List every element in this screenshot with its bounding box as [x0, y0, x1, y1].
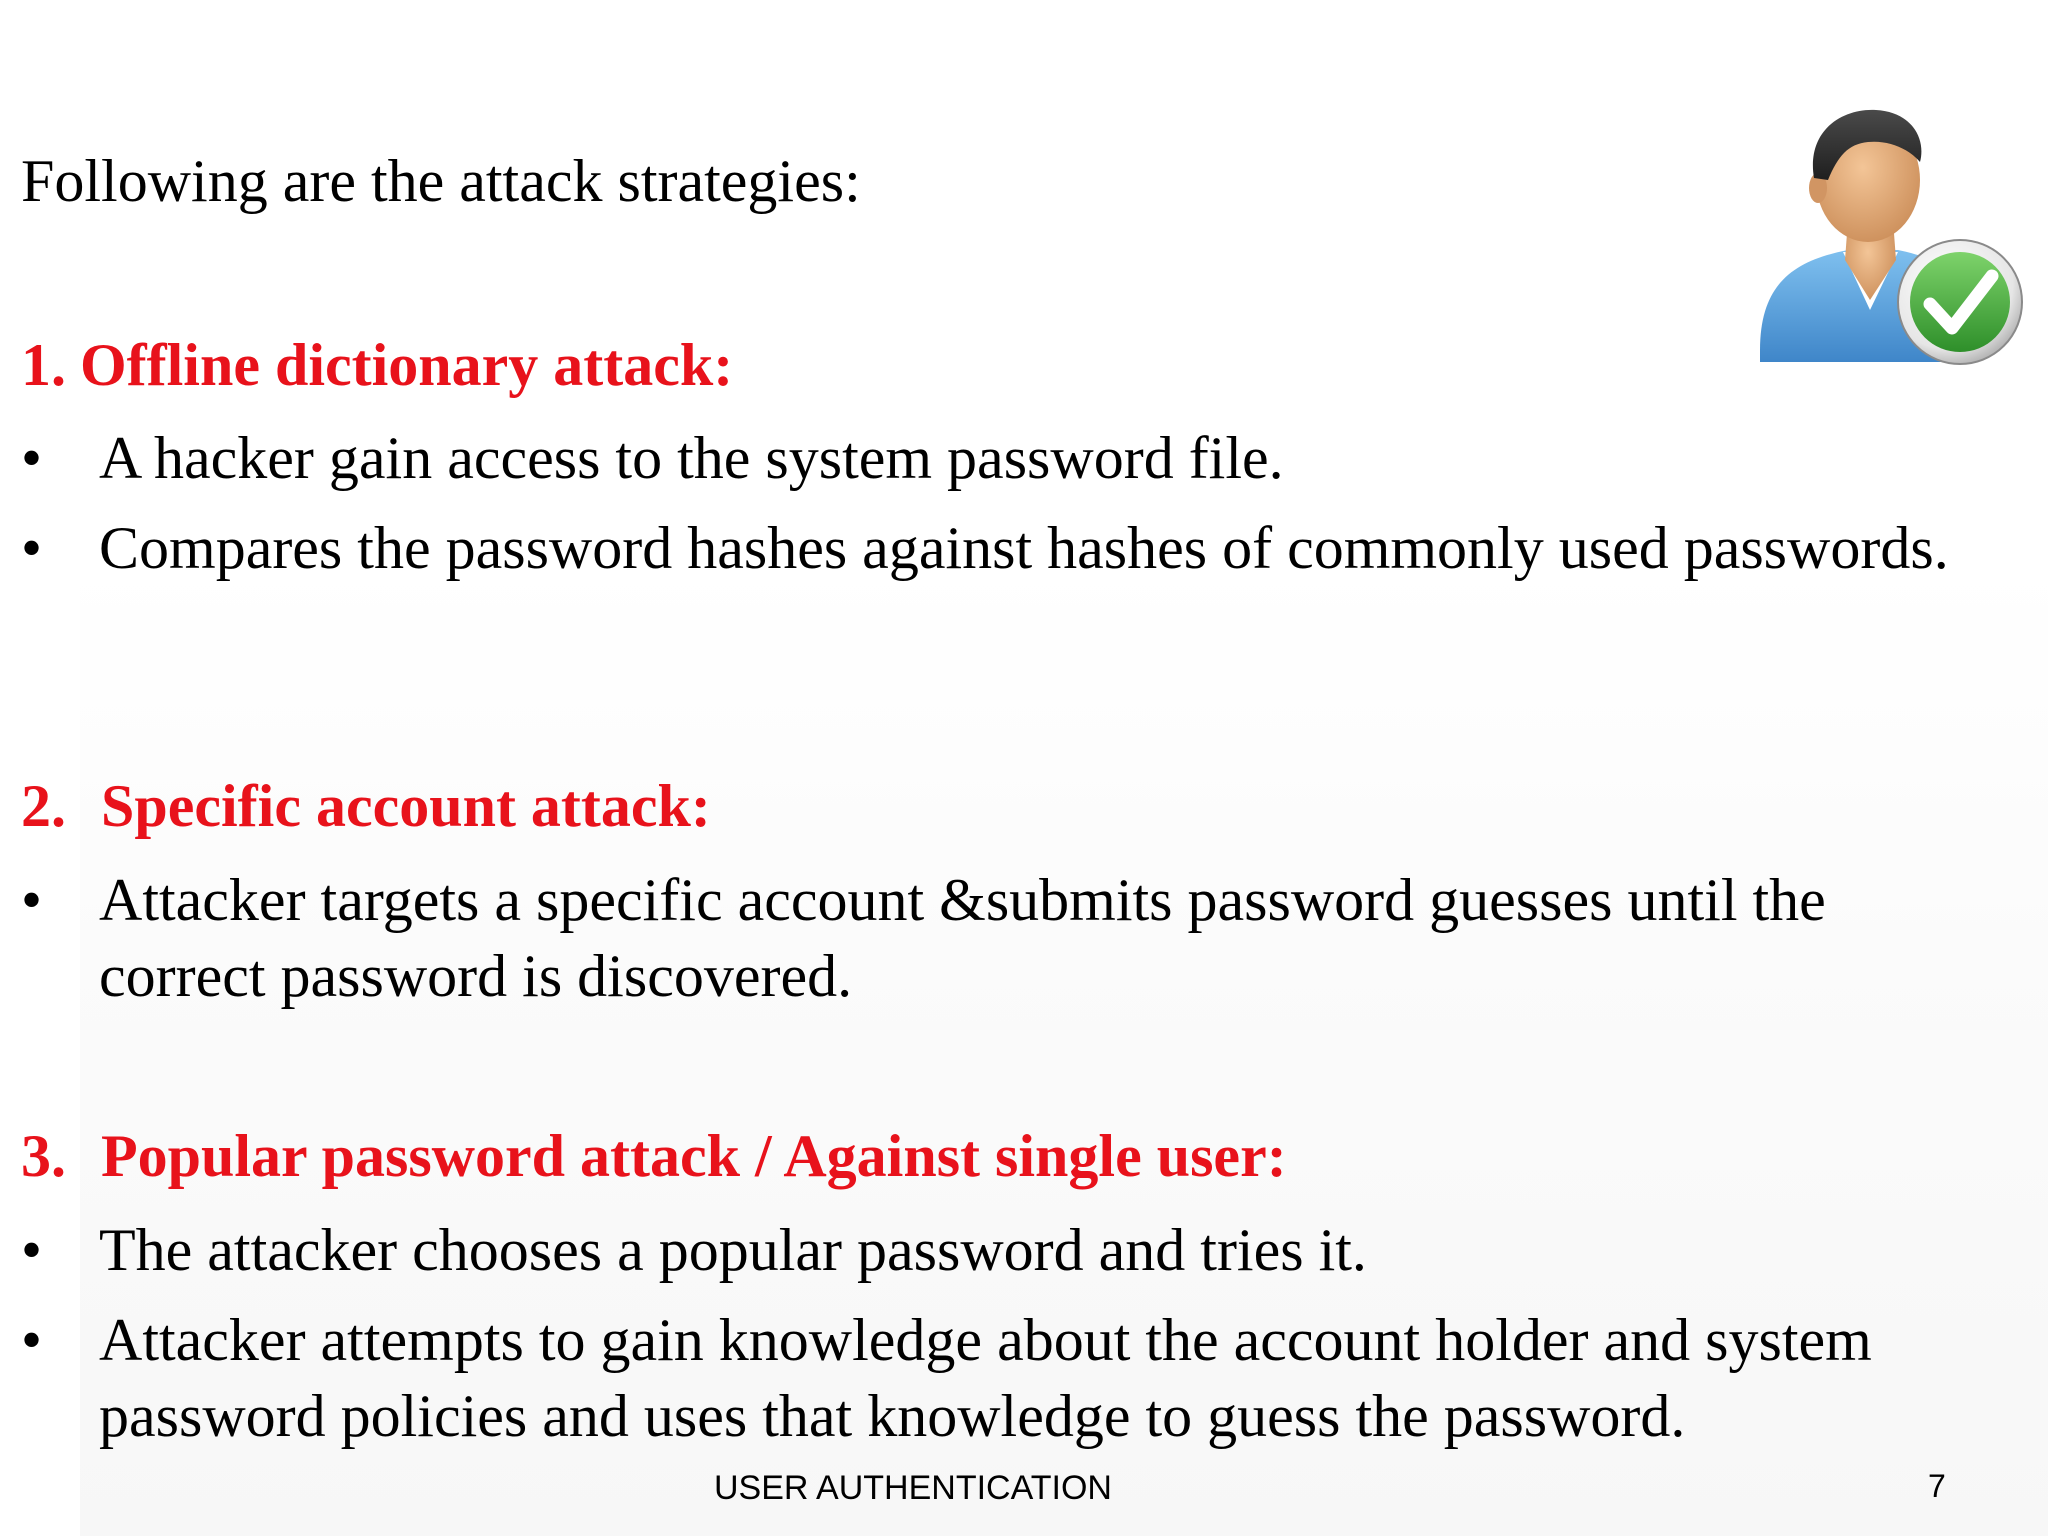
section-heading-1: [21, 329, 733, 401]
bullet-item: [21, 420, 1971, 496]
bullet-item: [21, 1212, 1971, 1288]
bullet-glyph: •: [21, 1307, 43, 1373]
bullet-text: Compares the password hashes against hashes of commonly used passwords.: [99, 515, 1949, 581]
bullet-glyph: •: [21, 515, 43, 581]
section-title-2: Specific account attack:: [101, 773, 711, 839]
section-number-1: 1.: [21, 332, 66, 398]
bullet-item: [21, 862, 1971, 1014]
page-number: 7: [1928, 1468, 1946, 1504]
intro-text: Following are the attack strategies:: [21, 148, 861, 214]
user-verified-icon: [1748, 100, 2024, 376]
bullet-item: [21, 1302, 1971, 1454]
section-number-3: 3.: [21, 1123, 66, 1189]
section-title-3: Popular password attack / Against single user:: [101, 1123, 1287, 1189]
bullet-text: Attacker attempts to gain knowledge about the account holder and system password policies and uses that knowledge to guess the password.: [99, 1307, 1872, 1449]
section-heading-3: [21, 1120, 1287, 1192]
bullet-glyph: •: [21, 1217, 43, 1283]
bullet-text: The attacker chooses a popular password and tries it.: [99, 1217, 1367, 1283]
section-title-1: Offline dictionary attack:: [80, 332, 734, 398]
bullet-glyph: •: [21, 425, 43, 491]
bullet-item: [21, 510, 1971, 586]
bullet-text: A hacker gain access to the system password file.: [99, 425, 1284, 491]
bullet-text: Attacker targets a specific account &submits password guesses until the correct password is discovered.: [99, 867, 1826, 1009]
section-heading-2: [21, 770, 711, 842]
section-number-2: 2.: [21, 773, 66, 839]
slide-footer: USER AUTHENTICATION: [714, 1469, 1112, 1507]
bullet-glyph: •: [21, 867, 43, 933]
